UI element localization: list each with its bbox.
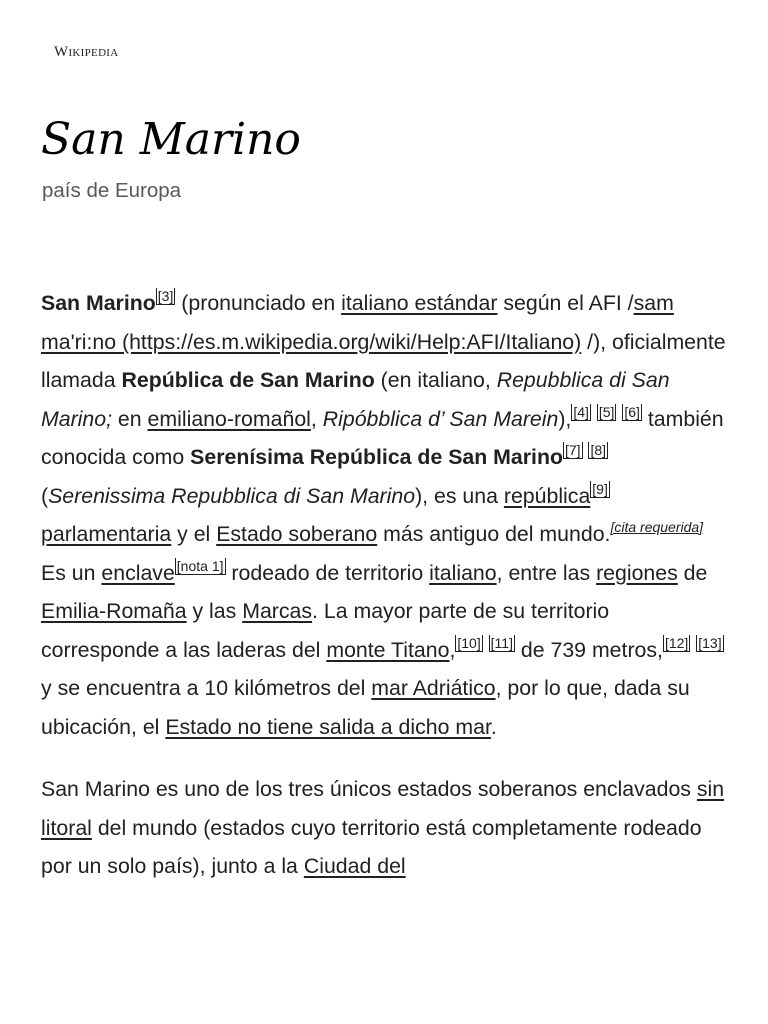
paragraph-1: San Marino [3] (pronunciado en italiano estándar según el AFI /sam ma'ri:no (https://es.m.wikipedia.org/wiki/Help:AFI/Italiano) /), oficialmente llamada República de San Marino (en italiano, Repubblica di San Marino; en emiliano-romañol, Ripóbblica d’ San Marein), [4] [5] [6] también conocida como Serenísima República de San Marino [7] [8] (Serenissima Repubblica di San Marino), es una república [9] parlamentaria y el Estado soberano más antiguo del mundo.[cita requerida] Es un enclave [nota 1] rodeado de territorio italiano, entre las regiones de Emilia-Romaña y las Marcas. La mayor parte de su territorio corresponde a las laderas del monte Titano, [10] [11] de 739 metros, [12] [13] y se encuentra a 10 kilómetros del mar Adriático, por lo que, dada su ubicación, el Estado no tiene salida a dicho mar. [41,288,726,739]
link-afi-pronunciation[interactable]: sam ma'ri:no (https://es.m.wikipedia.org/wiki/Help:AFI/Italiano) [41,291,674,354]
bold-term: San Marino [41,291,156,315]
wikipedia-wordmark[interactable]: Wikipedia [54,44,119,60]
link-parlamentaria[interactable]: parlamentaria [41,522,172,546]
bold-term: Serenísima República de San Marino [190,445,563,469]
link-italiano[interactable]: italiano [429,560,497,585]
link-emiliano-romanol[interactable]: emiliano-romañol [147,406,311,431]
reference-4[interactable]: [4] [573,403,589,420]
link-ciudad-del-vaticano[interactable]: Ciudad del [303,854,406,878]
article-content [41,284,731,910]
page-subtitle: país de Europa [42,179,182,202]
link-estado-soberano[interactable]: Estado soberano [216,522,378,546]
reference-12[interactable]: [12] [664,634,689,651]
link-regiones[interactable]: regiones [596,560,678,585]
citation-needed[interactable]: [cita requerida] [610,519,704,535]
reference-11[interactable]: [11] [490,634,513,651]
link-sin-salida-al-mar[interactable]: Estado no tiene salida a dicho mar [165,714,491,739]
link-enclave[interactable]: enclave [101,560,175,585]
page-title: San Marino [41,114,301,165]
reference-5[interactable]: [5] [598,403,615,420]
reference-8[interactable]: [8] [590,442,607,458]
note-1[interactable]: [nota 1] [176,557,224,574]
link-monte-titano[interactable]: monte Titano [326,637,450,662]
paragraph-2: San Marino es uno de los tres únicos estados soberanos enclavados sin litoral del mundo (estados cuyo territorio está completamente rodeado por un solo país), junto a la Ciudad del [41,777,725,878]
reference-6[interactable]: [6] [624,403,640,420]
reference-9[interactable]: [9] [592,480,608,497]
reference-3[interactable]: [3] [157,288,174,304]
link-marcas[interactable]: Marcas [242,599,313,623]
link-mar-adriatico[interactable]: mar Adriático [371,676,496,700]
reference-10[interactable]: [10] [457,634,481,651]
reference-13[interactable]: [13] [698,634,722,651]
link-italiano-estandar[interactable]: italiano estándar [341,291,498,315]
link-emilia-romana[interactable]: Emilia-Romaña [41,599,187,623]
bold-term: República de San Marino [121,368,375,392]
reference-7[interactable]: [7] [564,442,581,458]
link-sin-litoral[interactable]: sin litoral [41,777,725,840]
link-republica[interactable]: república [503,483,591,508]
